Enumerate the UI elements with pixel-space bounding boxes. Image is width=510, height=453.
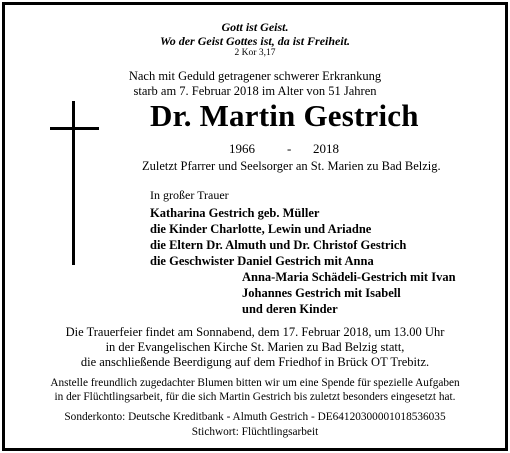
mourner-line-indented: Johannes Gestrich mit Isabell <box>242 286 401 300</box>
donation-line-1: Anstelle freundlich zugedachter Blumen bitten wir um eine Spende für spezielle Aufgaben <box>50 377 460 389</box>
mourner-line: die Geschwister Daniel Gestrich mit Anna <box>150 254 374 268</box>
death-year: 2018 <box>313 141 339 156</box>
donation-line-2: in der Flüchtlingsarbeit, für die sich Martin Gestrich bis zuletzt besonders eingesetzt hat. <box>54 391 456 403</box>
mourner-line: die Kinder Charlotte, Lewin und Ariadne <box>150 222 372 236</box>
mourner-line-indented: Anna-Maria Schädeli-Gestrich mit Ivan <box>242 270 456 284</box>
bible-reference: 2 Kor 3,17 <box>234 48 276 58</box>
mourner-line: Katharina Gestrich geb. Müller <box>150 206 320 220</box>
intro-line-1: Nach mit Geduld getragener schwerer Erkrankung <box>128 69 382 83</box>
donation-account: Sonderkonto: Deutsche Kreditbank - Almuth Gestrich - DE64120300001018536035 <box>64 411 446 423</box>
deceased-name: Dr. Martin Gestrich <box>150 98 419 133</box>
obituary-notice <box>2 2 508 451</box>
mourner-line-indented: und deren Kinder <box>242 302 338 316</box>
donation-keyword: Stichwort: Flüchtlingsarbeit <box>191 426 319 438</box>
motto-line-1: Gott ist Geist. <box>221 20 289 34</box>
intro-line-2: starb am 7. Februar 2018 im Alter von 51 Jahren <box>133 84 377 98</box>
motto-line-2: Wo der Geist Gottes ist, da ist Freiheit. <box>159 34 351 48</box>
funeral-line-3: die anschließende Beerdigung auf dem Friedhof in Brück OT Trebitz. <box>80 355 430 369</box>
mourner-line: die Eltern Dr. Almuth und Dr. Christof Gestrich <box>150 238 407 252</box>
funeral-line-1: Die Trauerfeier findet am Sonnabend, dem 17. Februar 2018, um 13.00 Uhr <box>65 325 445 339</box>
birth-year: 1966 <box>229 141 255 156</box>
funeral-line-2: in der Evangelischen Kirche St. Marien zu Bad Belzig statt, <box>105 340 405 354</box>
mourning-heading: In großer Trauer <box>150 188 229 202</box>
occupation-line: Zuletzt Pfarrer und Seelsorger an St. Marien zu Bad Belzig. <box>142 159 441 173</box>
year-separator: - <box>287 141 292 156</box>
